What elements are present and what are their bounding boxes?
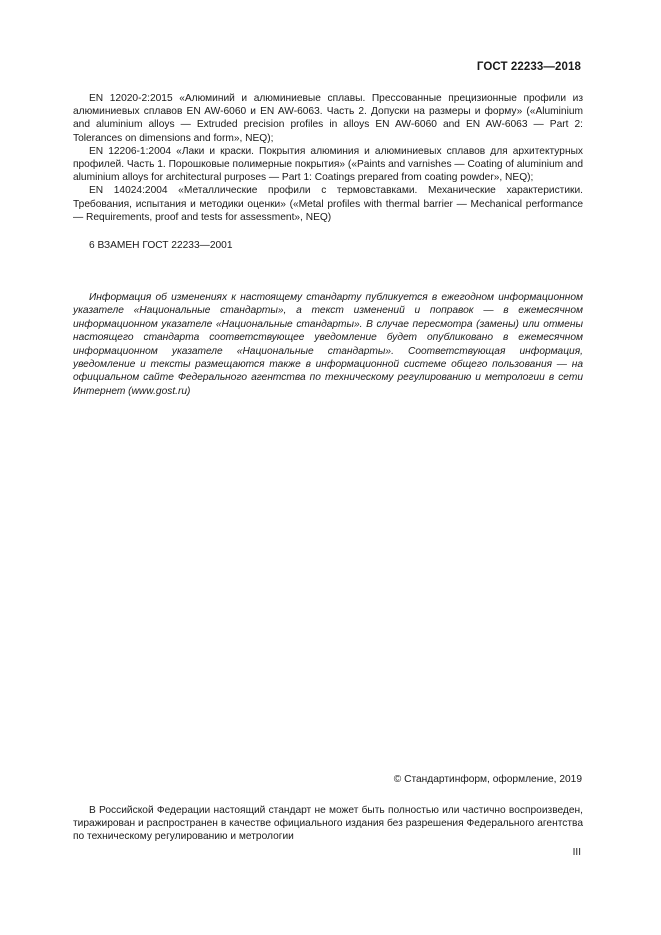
document-code: ГОСТ 22233—2018 [476, 61, 581, 73]
page-number: III [572, 847, 581, 858]
standard-references [73, 92, 583, 224]
reference-en-12020-2: EN 12020-2:2015 «Алюминий и алюминиевые сплавы. Прессованные прецизионные профили из алюминиевых сплавов EN AW-6060 и EN AW-6063. Часть 2. Допуски на размеры и форму» («Aluminium and aluminium alloys — Extruded precision profiles in alloys EN AW-6060 and EN AW-6063 — Part 2: Tolerances on dimensions and form», NEQ); [73, 93, 583, 144]
reproduction-notice: В Российской Федерации настоящий стандарт не может быть полностью или частично воспроизведен, тиражирован и распространен в качестве официального издания без разрешения Федерального агентства по техническому регулированию и метрологии [73, 805, 583, 843]
reference-en-12206-1: EN 12206-1:2004 «Лаки и краски. Покрытия алюминия и алюминиевых сплавов для архитектурных профилей. Часть 1. Порошковые полимерные покрытия» («Paints and varnishes — Coating of aluminium and aluminium alloys for architectural purposes — Part 1: Coatings prepared from coating powder», NEQ); [73, 145, 583, 184]
copyright-line: © Стандартинформ, оформление, 2019 [393, 774, 582, 785]
reference-en-14024: EN 14024:2004 «Металлические профили с термовставками. Механические характеристики. Требования, испытания и методики оценки» («Metal profiles with thermal barrier — Mechanical performance — Requirements, proof and tests for assessment», NEQ) [73, 185, 583, 223]
replacement-statement: 6 ВЗАМЕН ГОСТ 22233—2001 [89, 240, 233, 251]
changes-notice: Информация об изменениях к настоящему стандарту публикуется в ежегодном информационном указателе «Национальные стандарты», а текст изменений и поправок — в ежемесячном информационном указателе «Национальные стандарты». В случае пересмотра (замены) или отмены настоящего стандарта соответствующее уведомление будет опубликовано в ежемесячном информационном указателе «Национальные стандарты». Соответствующая информация, уведомление и тексты размещаются также в информационной системе общего пользования — на официальном сайте Федерального агентства по техническому регулированию и метрологии в сети Интернет (www.gost.ru) [73, 292, 583, 397]
